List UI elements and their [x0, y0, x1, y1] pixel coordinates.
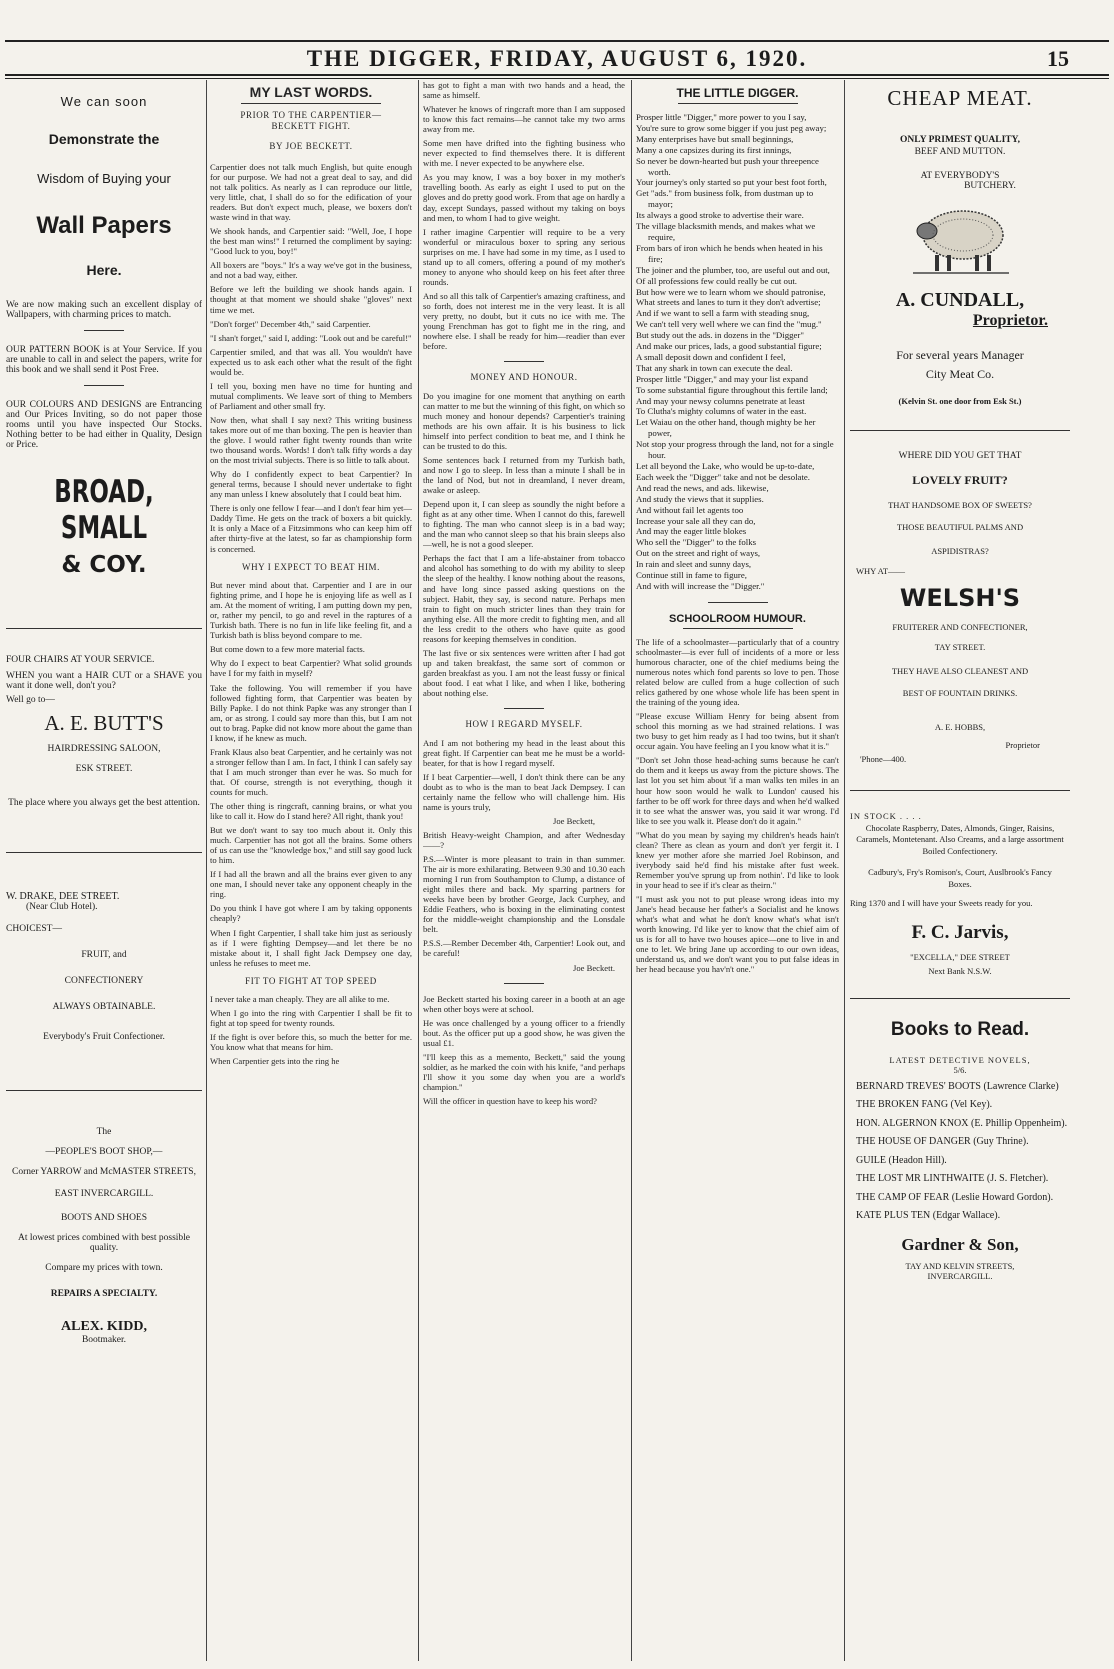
poem-line: From bars of iron which he bends when heated in his fire;	[636, 242, 823, 264]
ad-line: Here.	[86, 262, 122, 278]
paragraph: has got to fight a man with two hands and a head, the same as himself.	[423, 80, 625, 101]
poem-line: Get "ads." from business folk, from dustman up to mayor;	[636, 188, 814, 210]
byline: BY JOE BECKETT.	[269, 141, 353, 152]
paragraph: Some sentences back I returned from my Turkish bath, and now I go to sleep. In less than a minute I shall be in the land of Nod, but not in dreamland, I never dream, awake or asleep.	[423, 454, 625, 496]
divider	[504, 361, 544, 362]
business-name: WELSH'S	[899, 584, 1021, 612]
page-number: 15	[1047, 46, 1069, 71]
business-name: Gardner & Son,	[901, 1234, 1019, 1254]
ad-line: At lowest prices combined with best possible quality.	[17, 1233, 191, 1253]
paragraph: Before we left the building we shook hands again. I thought at that moment we should shake "gloves" next time we met.	[210, 284, 412, 315]
column-rule	[418, 80, 419, 1661]
ad-line: ONLY PRIMEST QUALITY,	[900, 135, 1020, 145]
poem-line: To some substantial figure throughout this fertile land;	[636, 384, 828, 395]
paragraph: "I'll keep this as a memento, Beckett," said the young soldier, as he marked the coin with his knife, "and perhaps I'll show it you some day when you are a world's champion."	[423, 1051, 625, 1092]
paragraph: Take the following. You will remember if you have followed fighting form, that Carpentier was beaten by Billy Papke. I do not think Papke was any stronger than I am, or as strong. I could say more than this, but I am not out to brag. Papke did not know more about the game than I know, if he knew as much.	[210, 682, 412, 743]
ad-line: ALWAYS OBTAINABLE.	[52, 1002, 156, 1012]
paragraph: If the fight is over before this, so much the better for me. You know what that means for him.	[210, 1032, 412, 1053]
ad-line: Proprietor	[1005, 740, 1040, 750]
ad-line: CHOICEST—	[6, 924, 62, 934]
paragraph: Do you imagine for one moment that anything on earth can matter to me but the winning of this fight, on which so much money and honour depends? Carpentier's training methods are his own affair. It is his business to lick himself into perfect condition to beat me, and I think he can be trusted to do this.	[423, 390, 625, 451]
signature: Joe Beckett,	[553, 815, 595, 826]
newspaper-title: THE DIGGER, FRIDAY, AUGUST 6, 1920.	[306, 46, 808, 71]
paragraph: "I shan't forget," said I, adding: "Look out and be careful!"	[210, 332, 412, 343]
ad-line: (Near Club Hotel).	[26, 902, 98, 912]
ad-border	[6, 852, 202, 853]
ad-line: LOVELY FRUIT?	[912, 473, 1008, 487]
ad-line: EAST INVERCARGILL.	[54, 1189, 154, 1199]
paragraph: Carpentier does not talk much English, but quite enough for our purpose. We had not a great deal to say, and did not talk politics. As nearly as I can reproduce our little, very little, chat, I shall do so for the edification of your readers. But don't expect much, please, we boxers don't waste wind in that way.	[210, 161, 412, 223]
paragraph: Why do I confidently expect to beat Carpentier? In general terms, because I should never undertake to fight any man unless I knew absolutely that I could beat him.	[210, 469, 412, 500]
book-title: KATE PLUS TEN (Edgar Wallace).	[856, 1210, 1001, 1222]
ad-line: ASPIDISTRAS?	[931, 546, 989, 556]
ad-line: Well go to—	[6, 695, 55, 705]
column-rule	[844, 80, 845, 1661]
poem-line: You're sure to grow some bigger if you just peg away;	[636, 122, 827, 133]
ad-body: Chocolate Raspberry, Dates, Almonds, Ginger, Raisins, Caramels, Montetenant. Also Creams, and a large assortment Boiled Confectionery.	[856, 823, 1064, 856]
poem-title: THE LITTLE DIGGER.	[676, 86, 799, 100]
poem-line: Many enterprises have but small beginnings,	[636, 133, 794, 144]
section-heading: MONEY AND HONOUR.	[470, 372, 578, 383]
book-title: BERNARD TREVES' BOOTS (Lawrence Clarke)	[856, 1080, 1059, 1092]
ad-line: THAT HANDSOME BOX OF SWEETS?	[888, 500, 1032, 510]
title-rule	[678, 103, 798, 104]
paragraph: As you may know, I was a boy boxer in my mother's travelling booth. As early as eight I used to put on the gloves and do pretty good work. From that age on hardly a day, except Sundays, passed without my taking on boys and men, to whom I had to give weight.	[423, 172, 625, 223]
poem-line: Out on the street and right of ways,	[636, 548, 761, 559]
ad-line: Demonstrate the	[48, 131, 160, 147]
section-heading: WHY I EXPECT TO BEAT HIM.	[241, 561, 380, 572]
poem-line: Your journey's only started so put your best foot forth,	[636, 177, 827, 188]
ad-line: Next Bank N.S.W.	[928, 965, 992, 976]
poem-line: And study the views that it supplies.	[636, 493, 764, 504]
paragraph: "Don't set John those head-aching sums because he can't do them and it keeps us away from the picture shows. The last lot you set him about 'if a man walks ten miles in an hour how soon would he walk to Lundon' caused his farther to be off work for three days and when he'd walked it to see what the answer was, you said it war wrong. I'd like to see you walk it. Please don't do it again."	[636, 755, 839, 826]
article-continued	[423, 80, 625, 1663]
paragraph: All boxers are "boys." It's a way we've got in the business, and not a bad way, either.	[210, 260, 412, 281]
poem-line: Not stop your progress through the land, not for a single hour.	[636, 439, 834, 461]
poem-line: Let all beyond the Lake, who would be up-to-date,	[636, 461, 815, 471]
ad-line: 'Phone—400.	[860, 754, 907, 764]
ad-line: HAIRDRESSING SALOON,	[47, 744, 161, 754]
paragraph: "Please excuse William Henry for being absent from school this morning as we had strained relations. I was two busy to get him ready as I had too twins, but it shan't occur again. You have feeling an I you know what it is."	[636, 711, 839, 752]
paragraph: "Don't forget" December 4th," said Carpentier.	[210, 318, 371, 329]
paragraph: If I beat Carpentier—well, I don't think there can be any doubt as to who is the man to beat Jack Dempsey. I can certainly name the fellow who will challenge him. His name is yours truly,	[423, 771, 625, 812]
article-title: MY LAST WORDS.	[249, 84, 373, 100]
divider	[708, 602, 768, 603]
paragraph: Perhaps the fact that I am a life-abstainer from tobacco and alcohol has something to do with my ability to sleep the sleep of the healthy. I know nothing about the reasons, and have long since passed asking questions on the subject. Habit, they say, is second nature. Perhaps men train to fight on much stricter lines than they train for anything else. All the more credit to fighting men, and all the less credit to the others who have quite as good reasons for keeping themselves in condition.	[423, 553, 625, 644]
poem-line: And may the eager little blokes	[636, 526, 747, 537]
book-title: THE HOUSE OF DANGER (Guy Thrine).	[856, 1136, 1029, 1148]
book-title: THE LOST MR LINTHWAITE (J. S. Fletcher).	[856, 1173, 1049, 1185]
paragraph: We shook hands, and Carpentier said: "Well, Joe, I hope the best man wins!" I returned the compliment by saying: "Good luck to you, boy!"	[210, 226, 412, 257]
paragraph: And I am not bothering my head in the least about this great fight. If Carpentier can beat me he must be a world-beater, for that is how I regard myself.	[423, 737, 625, 768]
ad-line: "EXCELLA," DEE STREET	[910, 951, 1010, 962]
paragraph: Carpentier smiled, and that was all. You wouldn't have expected us to ask each other what the result of the fight would be.	[210, 346, 412, 377]
ad-line: For several years Manager	[896, 348, 1024, 362]
paragraph: P.S.S.—Rember December 4th, Carpentier! Look out, and be careful!	[423, 938, 625, 959]
poem-line: We can't tell very well where we can find the "mug."	[636, 319, 822, 330]
book-list	[850, 1080, 1070, 1223]
column-advertisements-left	[6, 80, 202, 1663]
ad-line: W. DRAKE, DEE STREET.	[6, 891, 120, 902]
paragraph: When Carpentier gets into the ring he	[210, 1056, 340, 1067]
poem-line: So never be down-hearted but push your threepence worth.	[636, 155, 819, 177]
poem-line: What streets and lanes to turn it they don't advertise;	[636, 297, 821, 308]
business-name: A. CUNDALL,	[895, 289, 1025, 311]
book-title: THE BROKEN FANG (Vel Key).	[856, 1099, 993, 1111]
proprietor-label: Proprietor.	[972, 312, 1048, 329]
poem-line: Increase your sale all they can do,	[636, 515, 756, 526]
butchery-ad	[850, 86, 1070, 406]
ad-line: —PEOPLE'S BOOT SHOP,—	[45, 1147, 163, 1157]
paragraph: Now then, what shall I say next? This writing business takes more out of me than boxing. The pen is heavier than the glove. I would rather fight twenty rounds than write two thousand words. Words! I don't talk fifty words a day on the most trivial subjects. There is so little to talk about.	[210, 414, 412, 466]
ad-line: LATEST DETECTIVE NOVELS,	[889, 1054, 1031, 1065]
paragraph: Will the officer in question have to keep his word?	[423, 1095, 597, 1106]
ad-line: IN STOCK . . . .	[850, 811, 922, 821]
poem-line: That any shark in town can execute the deal.	[636, 362, 793, 373]
book-title: GUILE (Headon Hill).	[856, 1154, 947, 1166]
firm-name: BROAD, SMALL	[54, 474, 154, 546]
ad-line: We can soon	[60, 94, 148, 109]
poem-line: Of all professions few could really be cut out.	[636, 275, 797, 286]
poem-line: A small deposit down and confident I feel,	[636, 351, 786, 362]
paragraph: Whatever he knows of ringcraft more than I am supposed to know this fact remains—he cannot take my two arms away from me.	[423, 104, 625, 135]
ad-line: Compare my prices with town.	[45, 1263, 163, 1273]
paragraph: But never mind about that. Carpentier and I are in our fighting prime, and I hope he is enjoying life as well as I am. At the moment of writing, I am putting down my pen, or, rather my pencil, to go and revel in the raptures of a Turkish bath. There is no fun in life like feeling fit, and a Turkish bath is bliss beyond compare to me.	[210, 580, 412, 641]
ad-border	[850, 430, 1070, 431]
ad-line: THEY HAVE ALSO CLEANEST AND	[891, 666, 1029, 676]
column-advertisements-right	[850, 80, 1070, 1663]
ad-line: REPAIRS A SPECIALTY.	[50, 1289, 158, 1299]
article-subtitle: PRIOR TO THE CARPENTIER—BECKETT FIGHT.	[240, 110, 382, 131]
ad-line: A. E. HOBBS,	[934, 722, 986, 732]
paragraph: He was once challenged by a young officer to a friendly bout. As the officer put up a good show, he was given the usual £1.	[423, 1017, 625, 1048]
ad-headline: CHEAP MEAT.	[887, 86, 1033, 110]
paragraph: Do you think I have got where I am by taking opponents cheaply?	[210, 903, 412, 924]
ad-body: OUR COLOURS AND DESIGNS are Entrancing and Our Prices Inviting, so do not paper those rooms until you have inspected Our Stocks. Nothing better to be had either in Quality, Design or Price.	[6, 400, 202, 450]
ad-line: TAY AND KELVIN STREETS,	[905, 1260, 1015, 1271]
paragraph: And so all this talk of Carpentier's amazing craftiness, and so forth, does not interest me in the very least. It is all very pretty, no doubt, but it cuts no ice with me. The young Frenchman has got to fight me in the ring, and nowhere else. I shall be ready for him—readier than ever before.	[423, 290, 625, 352]
divider	[504, 983, 544, 984]
poem-line: And make our prices, lads, a good substantial figure;	[636, 341, 822, 352]
poem-line: Prosper little "Digger," and may your list expand	[636, 373, 808, 384]
poem-line: Continue still in fame to figure,	[636, 570, 747, 581]
paragraph: But come down to a few more material facts.	[210, 644, 365, 655]
ad-line: BEST OF FOUNTAIN DRINKS.	[902, 688, 1018, 698]
book-title: HON. ALGERNON KNOX (E. Phillip Oppenheim).	[856, 1117, 1068, 1129]
poem-line: In rain and sleet and sunny days,	[636, 559, 752, 570]
ad-line: Corner YARROW and McMASTER STREETS,	[12, 1167, 196, 1177]
poem-line: And with will increase the "Digger."	[636, 580, 765, 591]
divider	[504, 708, 544, 709]
ad-body: WHEN you want a HAIR CUT or a SHAVE you want it done well, don't you?	[6, 671, 202, 691]
paragraph: When I fight Carpentier, I shall take him just as seriously as if I were fighting Dempsey—and let there be no mistake about it, I shall fight Jack Dempsey one day, unless he refuses to meet me.	[210, 927, 412, 968]
ad-line: ESK STREET.	[75, 764, 133, 774]
paragraph: There is only one fellow I fear—and I don't fear him yet—Daddy Time. He gets on the track of boxers a bit quickly. It is only a Mace of a Fitzsimmons who can keep him off after thirty-five at the latest, so far as championship form is concerned.	[210, 503, 412, 554]
ad-border	[6, 1090, 202, 1091]
ad-line: FRUITERER AND CONFECTIONER,	[892, 622, 1028, 632]
title-rule	[683, 628, 793, 629]
ad-line: TAY STREET.	[934, 642, 986, 652]
ad-line: BOOTS AND SHOES	[60, 1213, 148, 1223]
paragraph: I never take a man cheaply. They are all alike to me.	[210, 994, 390, 1005]
poem-line: The village blacksmith mends, and makes what we require,	[636, 221, 816, 242]
ad-body: We are now making such an excellent display of Wallpapers, with charming prices to match.	[6, 300, 202, 320]
ad-line: CONFECTIONERY	[64, 976, 144, 986]
firm-name: & COY.	[61, 552, 147, 578]
section-heading: HOW I REGARD MYSELF.	[465, 719, 583, 730]
paragraph: But we don't want to say too much about it. Only this much. Carpentier has not got all the brains. Some others of us can use the "knowledge box," and still say good luck to him.	[210, 825, 412, 866]
masthead-top-rule	[5, 40, 1109, 42]
poem-line: Let Waiau on the other hand, though mighty be her power,	[636, 417, 816, 439]
poem-line: Each week the "Digger" take and not be desolate.	[636, 471, 811, 482]
paragraph: Some men have drifted into the fighting business who never expected to find themselves there. It is different with me. I never expected to be anywhere else.	[423, 138, 625, 169]
book-title: THE CAMP OF FEAR (Leslie Howard Gordon).	[856, 1191, 1054, 1203]
paragraph: I rather imagine Carpentier will require to be a very wonderful or miraculous boxer to spring any serious surprises on me. I have had some in my time, as I used to stand up to all comers, offering a pound of my mother's money to anyone who should keep on his feet after three rounds.	[423, 226, 625, 287]
sheep-illustration	[905, 197, 1015, 279]
ad-line: INVERCARGILL.	[927, 1270, 993, 1281]
ad-line: AT EVERYBODY'S	[920, 171, 1000, 181]
poem-line: But how were we to learn whom we should patronise,	[636, 286, 826, 297]
ad-line: THOSE BEAUTIFUL PALMS AND	[896, 522, 1024, 532]
paragraph: "What do you mean by saying my children's heads hain't clean? There as clean as yourn and don't yer fergit it. I knew yer mother afore she married Joel Robinson, and iverybody said he'd find his mistake after fust week. Remember you've sprung up from nothin'. I'd like to look in your head to see if it's clear as theirn."	[636, 829, 839, 890]
poem-line: Many a one capsizes during its first innings,	[636, 144, 792, 155]
ad-body: Ring 1370 and I will have your Sweets ready for you.	[850, 898, 1033, 909]
poem-line: And if we want to sell a farm with steading snug,	[636, 308, 810, 319]
paragraph: British Heavy-weight Champion, and after Wednesday ——?	[423, 829, 625, 850]
ad-headline: Books to Read.	[890, 1018, 1030, 1040]
books-ad	[850, 1019, 1070, 1281]
poem-line: Prosper little "Digger," more power to you I say,	[636, 112, 807, 122]
title-rule	[241, 103, 381, 104]
paragraph: Frank Klaus also beat Carpentier, and he certainly was not a stronger fellow than I am. In fact, I think I can safely say that I am much stronger than ever he was. So much for that. Of course, strength is not everything, though it counts for much.	[210, 746, 412, 797]
ad-line: The	[96, 1127, 112, 1137]
paragraph: "I must ask you not to put please wrong ideas into my Jane's head because her father's a Socialist and he knows what's what and what he don't know what's what isn't worth knowing. I'd like yer to know that the chief aim of us is for all to have two houses apice—one to live in and one to let. We bring Jane up according to our own ideas, understand us, and we don't want you to put false ideas in her head because you hav'n't one."	[636, 894, 839, 975]
ad-body: OUR PATTERN BOOK is at Your Service. If you are unable to call in and select the papers, write for this book and we shall send it Post Free.	[6, 345, 202, 375]
poem-line: Who sell the "Digger" to the folks	[636, 537, 757, 548]
masthead-rule-thin	[5, 78, 1109, 79]
column-poem-humour	[636, 80, 839, 1663]
ad-line: WHY AT——	[856, 566, 906, 576]
ad-body: Cadbury's, Fry's Romison's, Court, Auslbrook's Fancy Boxes.	[868, 867, 1052, 889]
poem-line: And without fail let agents too	[636, 504, 744, 515]
ad-headline: Wall Papers	[36, 212, 172, 239]
ad-line: BUTCHERY.	[964, 181, 1016, 191]
confectionery-ad	[850, 811, 1070, 976]
column-rule	[206, 80, 207, 1661]
poem-line: Its always a good stroke to advertise their ware.	[636, 210, 804, 221]
ad-line: FOUR CHAIRS AT YOUR SERVICE.	[6, 655, 155, 665]
masthead-rule	[5, 74, 1109, 76]
business-name: F. C. Jarvis,	[911, 921, 1009, 943]
ad-line: FRUIT, and	[81, 950, 127, 960]
fruiterer-ad	[850, 451, 1070, 764]
ad-line: City Meat Co.	[925, 367, 995, 381]
paragraph: Depend upon it, I can sleep as soundly the night before a fight as at any other time. When I cannot do this, farewell to fighting. The man who cannot sleep is in a bad way; and the man who cannot sleep so that his brain sleeps also—well, he is not a good sleeper.	[423, 499, 625, 550]
signature: Joe Beckett.	[573, 962, 615, 973]
ad-line: Everybody's Fruit Confectioner.	[43, 1032, 165, 1042]
masthead	[0, 0, 1114, 78]
paragraph: Why do I expect to beat Carpentier? What solid grounds have I for my faith in myself?	[210, 658, 412, 679]
ad-line: Wisdom of Buying your	[37, 171, 171, 186]
poem-line: And may your newsy columns penetrate at least	[636, 395, 805, 406]
poem-line: The joiner and the plumber, too, are useful out and out,	[636, 264, 830, 275]
divider	[84, 385, 124, 386]
paragraph: If I had all the brawn and all the brains ever given to any one man, I should never take any opponent cheaply in the ring.	[210, 869, 412, 900]
ad-border	[6, 628, 202, 629]
business-name: A. E. BUTT'S	[44, 711, 164, 735]
ad-line: WHERE DID YOU GET THAT	[898, 451, 1022, 461]
bootshop-ad	[6, 1127, 202, 1345]
paragraph: The life of a schoolmaster—particularly that of a country schoolmaster—is ever full of incidents of a more or less humorous character, one of the chief mediums being the numerous notes which fond parents so love to pen. Those related below are culled from a huge collection of such relics gathered by one whose whole life has been spent in the training of the young idea.	[636, 636, 839, 708]
column-rule	[631, 80, 632, 1661]
paragraph: I tell you, boxing men have no time for hunting and mutual compliments. We leave sort of thing to Members of Parliament and other small fry.	[210, 380, 412, 411]
section-heading: FIT TO FIGHT AT TOP SPEED	[245, 975, 377, 986]
ad-line: Bootmaker.	[81, 1335, 127, 1345]
poem-line: And read the news, and ads. likewise,	[636, 482, 769, 493]
ad-line: The place where you always get the best attention.	[8, 798, 200, 808]
fruit-ad	[6, 891, 202, 1042]
business-name: ALEX. KIDD,	[61, 1319, 147, 1334]
ad-border	[850, 790, 1070, 791]
ad-border	[850, 998, 1070, 999]
hairdresser-ad	[6, 655, 202, 808]
article-my-last-words	[210, 80, 412, 1663]
divider	[84, 330, 124, 331]
paragraph: When I go into the ring with Carpentier I shall be fit to fight at top speed for twenty rounds.	[210, 1008, 412, 1029]
poem-line: To Clutha's mighty columns of water in the east.	[636, 406, 807, 417]
paragraph: The last five or six sentences were written after I had got up and taken breakfast, the same sort of common or garden breakfast as you. I am not the least fussy or finical about food. I eat what I like, and when I like, bothering about nothing else.	[423, 647, 625, 698]
section-title: SCHOOLROOM HUMOUR.	[669, 612, 806, 625]
ad-line: (Kelvin St. one door from Esk St.)	[898, 396, 1022, 406]
ad-line: BEEF AND MUTTON.	[914, 147, 1006, 157]
paragraph: The other thing is ringcraft, canning brains, or what you like to call it. How do I stand here? All right, thank you!	[210, 801, 412, 822]
poem-line: But study out the ads. in dozens in the "Digger"	[636, 330, 804, 341]
poem	[636, 112, 839, 592]
wallpaper-ad	[6, 80, 202, 578]
paragraph: Joe Beckett started his boxing career in a booth at an age when other boys were at school.	[423, 993, 625, 1014]
paragraph: P.S.—Winter is more pleasant to train in than summer. The air is more exhilarating. Between 9.30 and 10.30 each morning I run from Southampton to Clump, a distance of eight miles there and back. My sparring partners for weeks have been by brother George, Jack Curphey, and Eddie Feathers, who is boxing in the eliminating contest for the middle-weight championship and the Lonsdale belt.	[423, 854, 625, 935]
ad-line: 5/6.	[953, 1064, 967, 1075]
